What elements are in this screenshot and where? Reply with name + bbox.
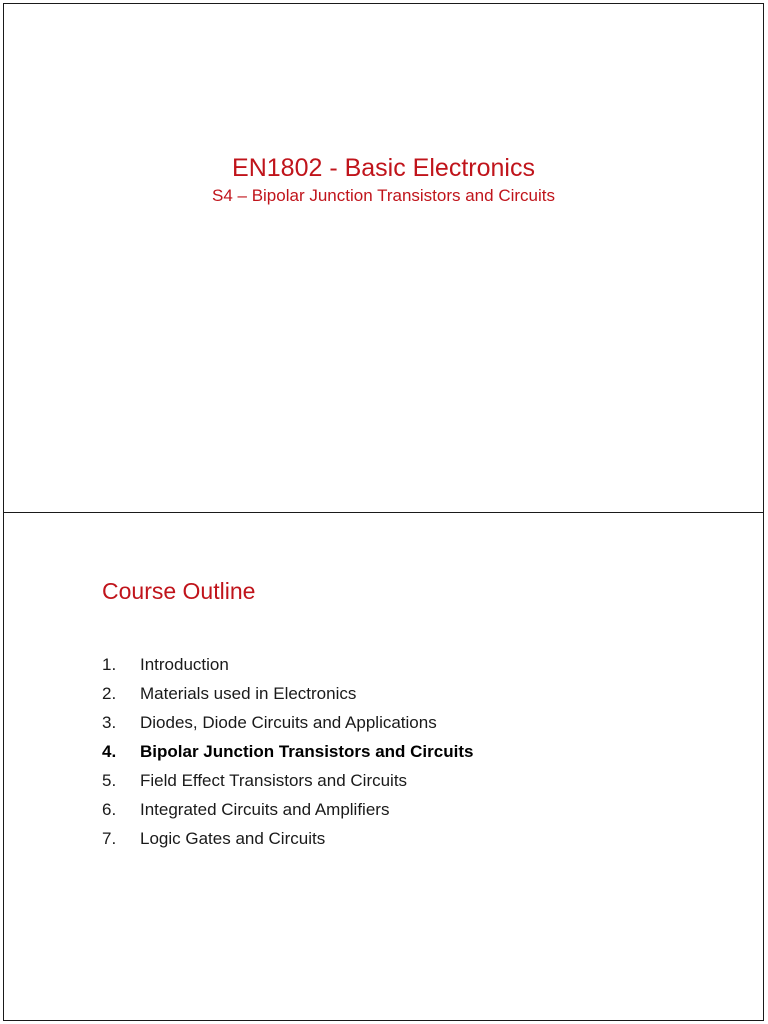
outline-item-number: 7. [102,829,117,848]
outline-item-materials [102,679,473,708]
course-outline-heading: Course Outline [102,578,256,604]
outline-item-number: 5. [102,771,117,790]
outline-item-label: Field Effect Transistors and Circuits [140,771,408,790]
outline-item-label: Logic Gates and Circuits [140,829,326,848]
outline-item-label: Bipolar Junction Transistors and Circuits [140,742,474,761]
outline-item-label: Materials used in Electronics [140,684,357,703]
slide-title: EN1802 - Basic Electronics [232,154,535,182]
outline-item-diodes [102,708,473,737]
course-outline-slide [3,512,764,1021]
title-slide [3,3,764,513]
outline-item-number: 4. [102,742,117,761]
outline-item-fet [102,766,473,795]
outline-item-number: 3. [102,713,117,732]
outline-item-number: 1. [102,655,117,674]
outline-item-logic-gates [102,824,473,853]
outline-item-label: Introduction [140,655,229,674]
course-outline-list [102,650,473,853]
outline-item-label: Integrated Circuits and Amplifiers [140,800,390,819]
outline-item-number: 2. [102,684,117,703]
outline-item-integrated-circuits [102,795,473,824]
outline-item-bjt-current [102,737,473,766]
slide-subtitle: S4 – Bipolar Junction Transistors and Circuits [212,186,555,205]
outline-item-introduction [102,650,473,679]
outline-item-number: 6. [102,800,117,819]
outline-item-label: Diodes, Diode Circuits and Applications [140,713,437,732]
